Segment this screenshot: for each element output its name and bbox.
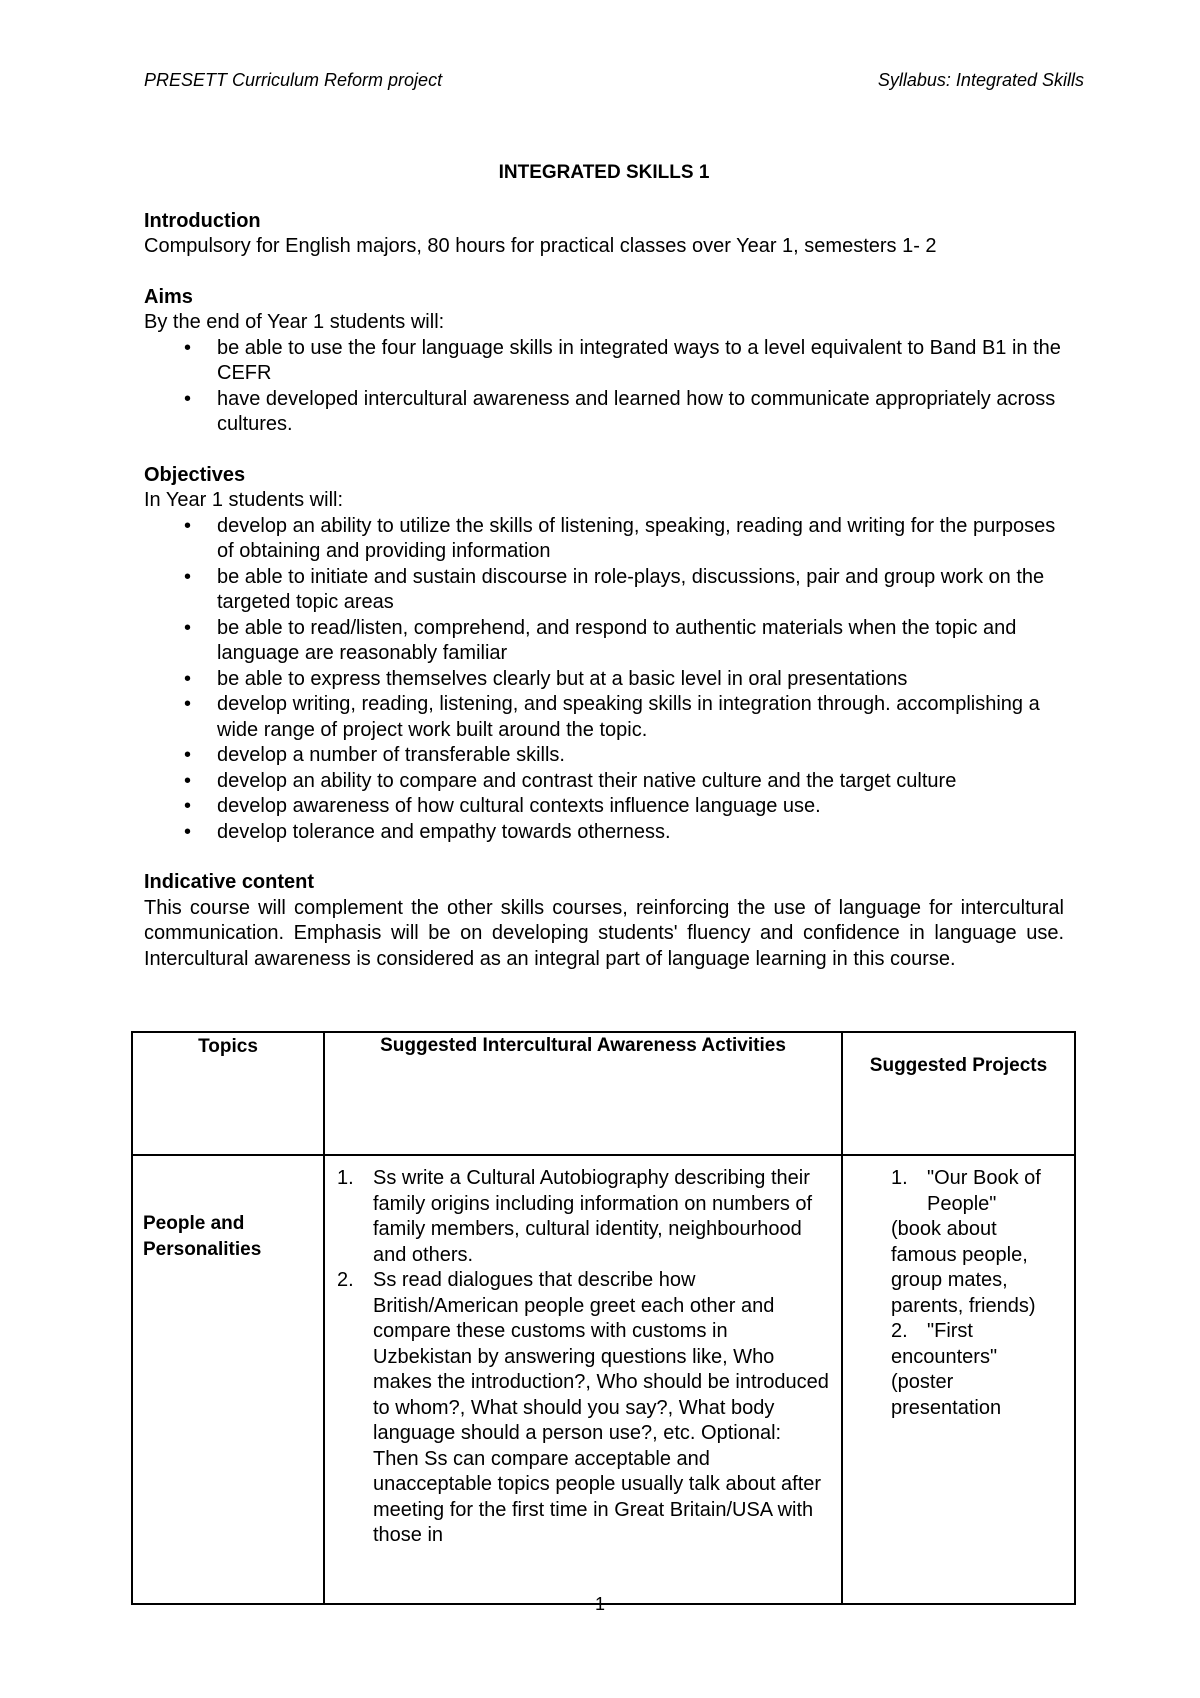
document-body bbox=[144, 160, 1064, 997]
objectives-item: • develop tolerance and empathy towards otherness. bbox=[144, 820, 1064, 846]
indicative-content-section bbox=[144, 870, 1064, 972]
activity-number: 1. bbox=[337, 1167, 354, 1189]
header-projects: Suggested Projects bbox=[842, 1032, 1075, 1155]
objectives-item: • develop an ability to compare and contrast their native culture and the target culture bbox=[144, 769, 1064, 795]
aims-section bbox=[144, 285, 1064, 438]
header-left: PRESETT Curriculum Reform project bbox=[144, 70, 443, 90]
project-title-continued: People" bbox=[927, 1192, 997, 1215]
topic-cell: People and Personalities bbox=[132, 1155, 324, 1604]
project-description: (poster presentation bbox=[891, 1371, 1002, 1419]
indicative-content-heading: Indicative content bbox=[144, 871, 315, 893]
objectives-lead: In Year 1 students will: bbox=[144, 489, 344, 511]
document-title: INTEGRATED SKILLS 1 bbox=[498, 162, 710, 183]
project-item bbox=[891, 1166, 1064, 1192]
objectives-item: • develop writing, reading, listening, and speaking skills in integration through. accomplishing a wide range of project work built around the topic. bbox=[144, 692, 1064, 743]
project-description: (book about famous people, group mates, parents, friends) bbox=[891, 1218, 1036, 1317]
project-number: 2. bbox=[891, 1320, 908, 1342]
introduction-section bbox=[144, 209, 1064, 260]
activities-list bbox=[337, 1166, 831, 1549]
objectives-section bbox=[144, 463, 1064, 846]
aims-item: • have developed intercultural awareness and learned how to communicate appropriately across cultures. bbox=[144, 387, 1064, 438]
activity-text: Ss read dialogues that describe how British/American people greet each other and compare these customs with customs in Uzbekistan by answering questions like, Who makes the introduction?, Who should be introduced to whom?, What should you say?, What body language should a person use?, etc. Optional: Then Ss can compare acceptable and unacceptable topics people usually talk about after meeting for the first time in Great Britain/USA with those in bbox=[373, 1269, 829, 1546]
table-row bbox=[132, 1155, 1075, 1604]
activity-item bbox=[337, 1268, 831, 1549]
table-header-row bbox=[132, 1032, 1075, 1155]
header-right: Syllabus: Integrated Skills bbox=[877, 70, 1084, 90]
activity-text: Ss write a Cultural Autobiography describing their family origins including information on numbers of family members, cultural identity, neighbourhood and others. bbox=[373, 1167, 813, 1266]
indicative-content-text: This course will complement the other skills courses, reinforcing the use of language for intercultural communication. Emphasis will be on developing students' fluency and confidence in language use. Intercultural awareness is considered as an integral part of language learning in this course. bbox=[144, 896, 1064, 970]
objectives-item: • be able to read/listen, comprehend, and respond to authentic materials when the topic and language are reasonably familiar bbox=[144, 616, 1064, 667]
aims-heading: Aims bbox=[144, 285, 193, 308]
aims-lead: By the end of Year 1 students will: bbox=[144, 311, 445, 333]
header-activities: Suggested Intercultural Awareness Activities bbox=[324, 1032, 842, 1155]
objectives-item: • develop an ability to utilize the skills of listening, speaking, reading and writing for the purposes of obtaining and providing information bbox=[144, 514, 1064, 565]
aims-item: • be able to use the four language skills in integrated ways to a level equivalent to Band B1 in the CEFR bbox=[144, 336, 1064, 387]
project-title: "Our Book of bbox=[927, 1167, 1041, 1189]
introduction-text: Compulsory for English majors, 80 hours for practical classes over Year 1, semesters 1- 2 bbox=[144, 235, 937, 257]
aims-list bbox=[144, 336, 1064, 438]
syllabus-table bbox=[131, 1031, 1076, 1605]
activities-cell bbox=[324, 1155, 842, 1604]
objectives-item: • be able to express themselves clearly but at a basic level in oral presentations bbox=[144, 667, 1064, 693]
activity-number: 2. bbox=[337, 1269, 354, 1291]
project-item bbox=[891, 1319, 1064, 1370]
activity-item bbox=[337, 1166, 831, 1268]
objectives-item: • develop awareness of how cultural contexts influence language use. bbox=[144, 794, 1064, 820]
projects-cell bbox=[842, 1155, 1075, 1604]
objectives-list bbox=[144, 514, 1064, 846]
objectives-heading: Objectives bbox=[144, 463, 246, 486]
project-title: "First encounters" bbox=[891, 1320, 998, 1368]
introduction-heading: Introduction bbox=[144, 209, 261, 232]
project-number: 1. bbox=[891, 1167, 908, 1189]
page-header bbox=[144, 70, 1084, 91]
objectives-item: • develop a number of transferable skills. bbox=[144, 743, 1064, 769]
objectives-item: • be able to initiate and sustain discourse in role-plays, discussions, pair and group work on the targeted topic areas bbox=[144, 565, 1064, 616]
page-number: 1 bbox=[594, 1594, 605, 1614]
header-topics: Topics bbox=[132, 1032, 324, 1155]
